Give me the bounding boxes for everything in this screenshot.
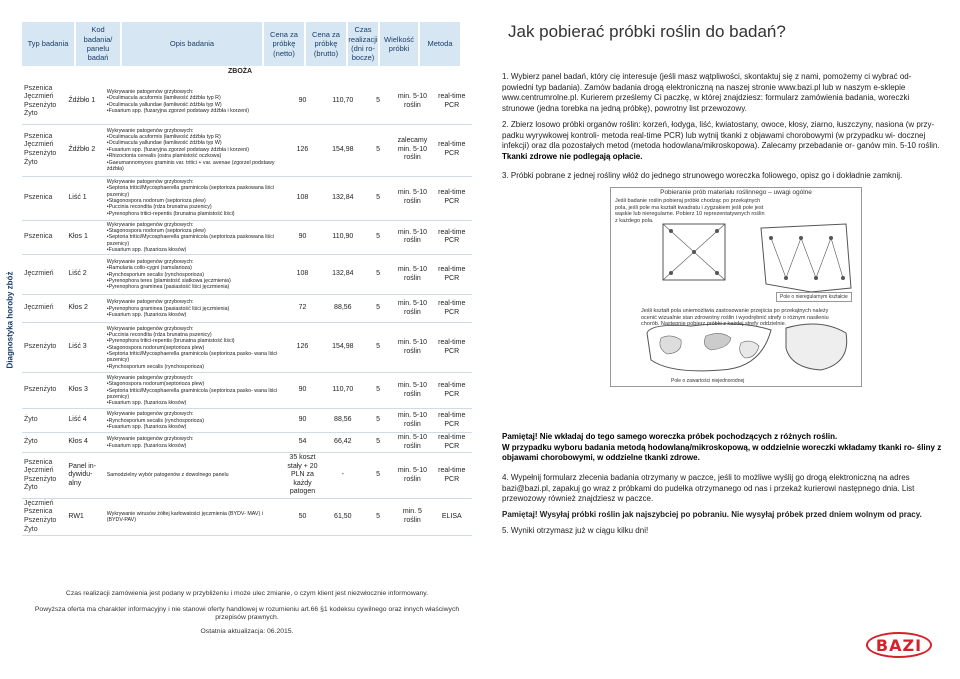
description-intro: Wykrywanie patogenów grzybowych:: [106, 89, 194, 96]
row-sample-size: min. 5-10 roślin: [393, 295, 431, 323]
pathogen-item: •Stagonospora nodorum(septorioza plew): [106, 344, 205, 351]
row-sample-size: min. 5-10 roślin: [393, 80, 431, 124]
row-code: RW1: [66, 498, 104, 535]
row-sample-size: min. 5-10 roślin: [393, 176, 431, 220]
row-price-netto: 54: [282, 433, 322, 453]
description-intro: Wykrywanie patogenów grzybowych:: [106, 325, 194, 332]
section-label: ZBOŻA: [228, 68, 253, 75]
pathogen-item: •Oculimacula acuformis (łamliwość źdźbła typ R): [106, 134, 221, 141]
row-description: [105, 124, 283, 176]
vertical-category-label: Diagnostyka horoby zbóż: [5, 271, 15, 369]
row-price-netto: 90: [282, 220, 322, 255]
description-intro: Samodzielny wybór patogenów z dowolnego panelu: [106, 472, 229, 479]
pathogen-item: •Fusarium spp. (fuzaryjna zgorzel podstawy źdźbła i korzeni): [106, 108, 249, 115]
row-code: Liść 4: [66, 409, 104, 433]
row-price-brutto: 110,90: [323, 220, 363, 255]
diagram-caption: Pole o zawartości niejednorodnej: [671, 378, 745, 384]
row-price-netto: 90: [282, 80, 322, 124]
header-cena-netto: Cena za próbkę (netto): [264, 22, 304, 66]
table-row: [22, 176, 472, 220]
row-code: Kłos 2: [66, 295, 104, 323]
row-description: [105, 295, 283, 323]
row-method: real-time PCR: [432, 323, 472, 373]
step-2: 2. Zbierz losowo próbki organów roślin: korzeń, łodyga, liść, kwiatostany, owoce, kłosy, ziarno, łuszczyny, nasiona (w przy- padku wyrywkowej kontroli- metoda real-time PCR) lub wytnij tkanki z objawami chorobowymi (w przypadku wi- docznej infekcji) oraz dla pozostałych metod (metoda hodowlana/mikroskopowa). Zalecamy przebadanie or- ganów min. 5-10 roślin. Tkanki zdrowe nie podlegają opłacie.: [502, 120, 940, 161]
row-price-netto: 108: [282, 176, 322, 220]
row-price-netto: 50: [282, 498, 322, 535]
row-time: 5: [363, 176, 393, 220]
row-species: Pszenica: [22, 176, 66, 220]
row-code: Panel in- dywidu- alny: [66, 453, 104, 499]
pathogen-item: •Septoria tritici/Mycosphaerella graminicola (septorioza pasko- wana liści pszenicy): [106, 387, 278, 400]
row-species: Pszenica Jęczmień Pszenżyto Żyto: [22, 80, 66, 124]
pathogen-item: •Oculimacula yallundae (łamliwość źdźbła typ W): [106, 140, 222, 147]
table-row: [22, 220, 472, 255]
pathogen-item: •Septoria tritici/Mycosphaerella graminicola (septorioza paskowana liści pszenicy): [106, 185, 275, 198]
row-description: [105, 176, 283, 220]
pathogen-item: •Pyrenophora tritici-repentis (brunatna plamistość liści): [106, 210, 235, 217]
row-time: 5: [363, 80, 393, 124]
table-row: [22, 124, 472, 176]
row-code: Źdźbło 1: [66, 80, 104, 124]
row-description: [105, 323, 283, 373]
table-row: [22, 409, 472, 433]
row-description: [105, 220, 283, 255]
table-row: [22, 433, 472, 453]
pathogen-item: •Fusarium spp. (fuzaryjna zgorzel podstawy źdźbła i korzeni): [106, 146, 249, 153]
row-species: Pszenżyto: [22, 373, 66, 409]
row-sample-size: min. 5-10 roślin: [393, 323, 431, 373]
row-method: real-time PCR: [432, 255, 472, 295]
row-description: [105, 409, 283, 433]
pathogen-item: •Stagonospora nodorum (septorioza plew): [106, 198, 206, 204]
row-method: real-time PCR: [432, 176, 472, 220]
row-price-netto: 90: [282, 373, 322, 409]
header-typ: Typ badania: [22, 22, 74, 66]
header-wielkosc: Wielkość próbki: [380, 22, 418, 66]
description-intro: Wykrywanie patogenów grzybowych:: [106, 411, 194, 418]
row-species: Żyto: [22, 433, 66, 453]
row-time: 5: [363, 498, 393, 535]
row-description: [105, 498, 283, 535]
table-row: [22, 255, 472, 295]
footer-update: Ostatnia aktualizacja: 06.2015.: [200, 628, 294, 635]
reminder-1: Pamiętaj! Nie wkładaj do tego samego woreczka próbek pochodzących z różnych roślin. W przypadku wyboru badania metodą hodowlaną/mikroskopową, w oddzielnie woreczki wkładamy tkanki ro- śliny z objawami chorobowymi, w oddzielne tkanki zdrowe.: [502, 432, 942, 463]
row-price-netto: 90: [282, 409, 322, 433]
table-row: [22, 453, 472, 499]
table-row: [22, 323, 472, 373]
step-1: 1. Wybierz panel badań, który cię interesuje (jeśli masz wątpliwości, skontaktuj się z nami, pomożemy ci wybrać od- powiedni typ badania). Zamów badania drogą elektroniczną na naszej stronie www.bazi.pl lub w naszym e-sklepie www.centrumrolne.pl. Kurierem prześlemy Ci paczkę, w której znajdziesz: formularz zamówienia badania, woreczki strunowe (jedna torebka na jedną próbkę), powrotny list przewozowy.: [502, 72, 912, 113]
description-intro: Wykrywanie patogenów grzybowych:: [106, 374, 194, 381]
pathogen-item: •Puccinia recondita (rdza brunatna pszenicy): [106, 331, 212, 338]
row-species: Pszenica Jęczmień Pszenżyto Żyto: [22, 124, 66, 176]
row-method: real-time PCR: [432, 80, 472, 124]
row-time: 5: [363, 409, 393, 433]
reminder-2: Pamiętaj! Wysyłaj próbki roślin jak najszybciej po pobraniu. Nie wysyłaj próbek przed dniem wolnym od pracy.: [502, 510, 922, 519]
pathogen-item: •Puccinia recondita (rdza brunatna pszenicy): [106, 204, 212, 211]
row-price-brutto: 61,50: [323, 498, 363, 535]
row-sample-size: zalecamy min. 5-10 roślin: [393, 124, 431, 176]
row-code: Źdźbło 2: [66, 124, 104, 176]
pathogen-item: •Rynchosporium secalis (rynchosporioza): [106, 363, 204, 370]
row-species: Żyto: [22, 409, 66, 433]
pathogen-item: •Septoria tritici/Mycosphaerella graminicola (septorioza paskowana liści pszenicy): [106, 234, 275, 247]
step-5: 5. Wyniki otrzymasz już w ciągu kilku dni!: [502, 526, 649, 535]
sampling-diagram: [610, 187, 862, 387]
row-method: real-time PCR: [432, 453, 472, 499]
pathogen-item: •Oculimacula yallundae (łamliwość źdźbła typ W): [106, 101, 222, 108]
pathogen-item: •Rynchosporium secalis (rynchosporioza): [106, 271, 204, 278]
row-price-brutto: 154,98: [323, 323, 363, 373]
description-intro: Wykrywanie patogenów grzybowych:: [106, 258, 194, 265]
row-sample-size: min. 5 roślin: [393, 498, 431, 535]
description-intro: Wykrywanie wirusów żółtej karłowatości jęczmienia (BYDV- MAV) i (BYDV-PAV): [106, 510, 263, 523]
row-species: Pszenżyto: [22, 323, 66, 373]
row-method: real-time PCR: [432, 124, 472, 176]
footer-note-2: Powyższa oferta ma charakter informacyjny i nie stanowi oferty handlowej w rozumieniu art.66 §1 kodeksu cywilnego oraz innych właściwych przepisów prawnych.: [34, 606, 460, 622]
row-description: [105, 255, 283, 295]
pathogen-item: •Pyrenophora graminea (pasiastość liści jęczmienia): [106, 305, 230, 312]
pathogen-item: •Fusarium spp. (fuzarioza kłosów): [106, 246, 187, 253]
row-method: real-time PCR: [432, 295, 472, 323]
row-method: real-time PCR: [432, 220, 472, 255]
row-price-netto: 126: [282, 323, 322, 373]
header-opis: Opis badania: [122, 22, 262, 66]
pathogen-item: •Pyrenophora teres (plamistość siatkowa jęczmienia): [106, 277, 231, 284]
row-description: [105, 373, 283, 409]
pathogen-item: •Rhizoctonia cerealis (ostra plamistość oczkowa): [106, 153, 222, 160]
row-code: Liść 2: [66, 255, 104, 295]
row-species: Pszenica: [22, 220, 66, 255]
row-description: [105, 80, 283, 124]
row-sample-size: min. 5-10 roślin: [393, 409, 431, 433]
row-code: Kłos 1: [66, 220, 104, 255]
row-method: ELISA: [432, 498, 472, 535]
row-method: real-time PCR: [432, 409, 472, 433]
table-row: [22, 373, 472, 409]
pathogen-item: •Gaeumannomyces graminis var. tritici + var. avenae (zgorzel podstawy źdźbła): [106, 159, 275, 172]
pathogen-item: •Rynchosporium secalis (rynchosporioza): [106, 417, 204, 424]
step-4: 4. Wypełnij formularz zlecenia badania otrzymany w paczce, jeśli to możliwe wyślij go drogą elektroniczną na adres bazi@bazi.pl, zapakuj go wraz z próbkami do pudełka otrzymanego od nas i przekaż kurierowi następnego dnia. List przewozowy również znajdziesz w paczce.: [502, 473, 915, 504]
pathogen-item: •Fusarium spp. (fuzarioza kłosów): [106, 423, 187, 430]
row-price-netto: 72: [282, 295, 322, 323]
row-species: Pszenica Jęczmień Pszenżyto Żyto: [22, 453, 66, 499]
pathogen-item: •Oculimacula acuformis (łamliwość źdźbła typ R): [106, 95, 221, 102]
pathogen-item: •Stagonospora nodorum(septorioza plew): [106, 381, 205, 388]
row-time: 5: [363, 323, 393, 373]
row-species: Jęczmień: [22, 255, 66, 295]
diagram-text-1: Jeśli badanie roślin pobieraj próbki chodząc po przekątnych pola, jeśli pole ma kształt kwadratu i zygzakiem jeśli pole jest wąskie lub nieregularne. Pobierz 10 reprezentatywnych roślin z każdego pola.: [615, 198, 765, 224]
header-czas: Czas realizacji (dni ro- bocze): [348, 22, 378, 66]
row-code: Kłos 4: [66, 433, 104, 453]
row-time: 5: [363, 255, 393, 295]
row-method: real-time PCR: [432, 373, 472, 409]
pathogen-item: •Ramularia collo-cygni (ramularioza): [106, 265, 192, 272]
table-row: [22, 295, 472, 323]
row-time: 5: [363, 453, 393, 499]
row-time: 5: [363, 433, 393, 453]
field-sketch: [611, 188, 863, 388]
step-3: 3. Próbki pobrane z jednej rośliny włóż do jednego strunowego woreczka foliowego, opisz go i dokładnie zamknij.: [502, 171, 903, 180]
row-time: 5: [363, 220, 393, 255]
pathogen-item: •Pyrenophora graminea (pasiastość liści jęczmienia): [106, 284, 230, 291]
row-species: Jęczmień: [22, 295, 66, 323]
row-price-brutto: 110,70: [323, 373, 363, 409]
row-sample-size: min. 5-10 roślin: [393, 373, 431, 409]
description-intro: Wykrywanie patogenów grzybowych:: [106, 299, 194, 306]
row-sample-size: min. 5-10 roślin: [393, 220, 431, 255]
header-cena-brutto: Cena za próbkę (brutto): [306, 22, 346, 66]
row-price-brutto: 66,42: [323, 433, 363, 453]
row-time: 5: [363, 124, 393, 176]
description-intro: Wykrywanie patogenów grzybowych:: [106, 127, 194, 134]
footer-note-1: Czas realizacji zamówienia jest podany w przybliżeniu i może ulec zmianie, o czym klient jest niezwłocznie informowany.: [65, 590, 429, 597]
price-table: [22, 80, 472, 536]
row-price-brutto: 154,98: [323, 124, 363, 176]
row-description: [105, 433, 283, 453]
pathogen-item: •Stagonospora nodorum (septorioza plew): [106, 227, 206, 234]
diagram-text-2: Jeśli kształt pola uniemożliwia zastosowanie przejścia po przekątnych należy ocenić wizualnie stan zdrowotny roślin i wyodrębnić strefy o różnym nasileniu chorób. Następnie pobierz próbki z każdej strefy oddzielnie.: [641, 308, 829, 328]
row-price-brutto: 88,56: [323, 409, 363, 433]
pathogen-item: •Pyrenophora tritici-repentis (brunatna plamistość liści): [106, 338, 235, 345]
row-code: Liść 3: [66, 323, 104, 373]
row-sample-size: min. 5-10 roślin: [393, 255, 431, 295]
row-price-brutto: 88,56: [323, 295, 363, 323]
row-time: 5: [363, 373, 393, 409]
pathogen-item: •Fusarium spp. (fuzarioza kłosów): [106, 400, 187, 407]
row-price-netto: 35 koszt stały + 20 PLN za każdy patogen: [282, 453, 322, 499]
diagram-title: Pobieranie prób materiału roślinnego – uwagi ogólne: [660, 189, 812, 196]
row-price-netto: 108: [282, 255, 322, 295]
row-price-brutto: -: [323, 453, 363, 499]
diagram-legend: Pole o nieregularnym kształcie: [776, 292, 852, 302]
pathogen-item: •Fusarium spp. (fuzarioza kłosów): [106, 311, 187, 318]
row-code: Kłos 3: [66, 373, 104, 409]
row-sample-size: min. 5-10 roślin: [393, 433, 431, 453]
row-time: 5: [363, 295, 393, 323]
page-title: Jak pobierać próbki roślin do badań?: [508, 22, 786, 41]
row-price-brutto: 110,70: [323, 80, 363, 124]
header-metoda: Metoda: [420, 22, 460, 66]
description-intro: Wykrywanie patogenów grzybowych:: [106, 436, 194, 443]
description-intro: Wykrywanie patogenów grzybowych:: [106, 178, 194, 185]
row-species: Jęczmień Pszenica Pszenżyto Żyto: [22, 498, 66, 535]
row-price-netto: 126: [282, 124, 322, 176]
table-row: [22, 498, 472, 535]
instructions-panel: [480, 0, 960, 679]
row-method: real-time PCR: [432, 433, 472, 453]
table-row: [22, 80, 472, 124]
pathogen-item: •Septoria tritici/Mycosphaerella graminicola (septorioza pasko- wana liści pszenicy): [106, 350, 278, 364]
row-sample-size: min. 5-10 roślin: [393, 453, 431, 499]
pathogen-item: •Fusarium spp. (fuzarioza kłosów): [106, 442, 187, 449]
bazi-logo: BAZI: [866, 632, 932, 658]
row-code: Liść 1: [66, 176, 104, 220]
row-description: [105, 453, 283, 499]
header-kod: Kod badania/ panelu badań: [76, 22, 120, 66]
row-price-brutto: 132,84: [323, 255, 363, 295]
description-intro: Wykrywanie patogenów grzybowych:: [106, 221, 194, 228]
row-price-brutto: 132,84: [323, 176, 363, 220]
